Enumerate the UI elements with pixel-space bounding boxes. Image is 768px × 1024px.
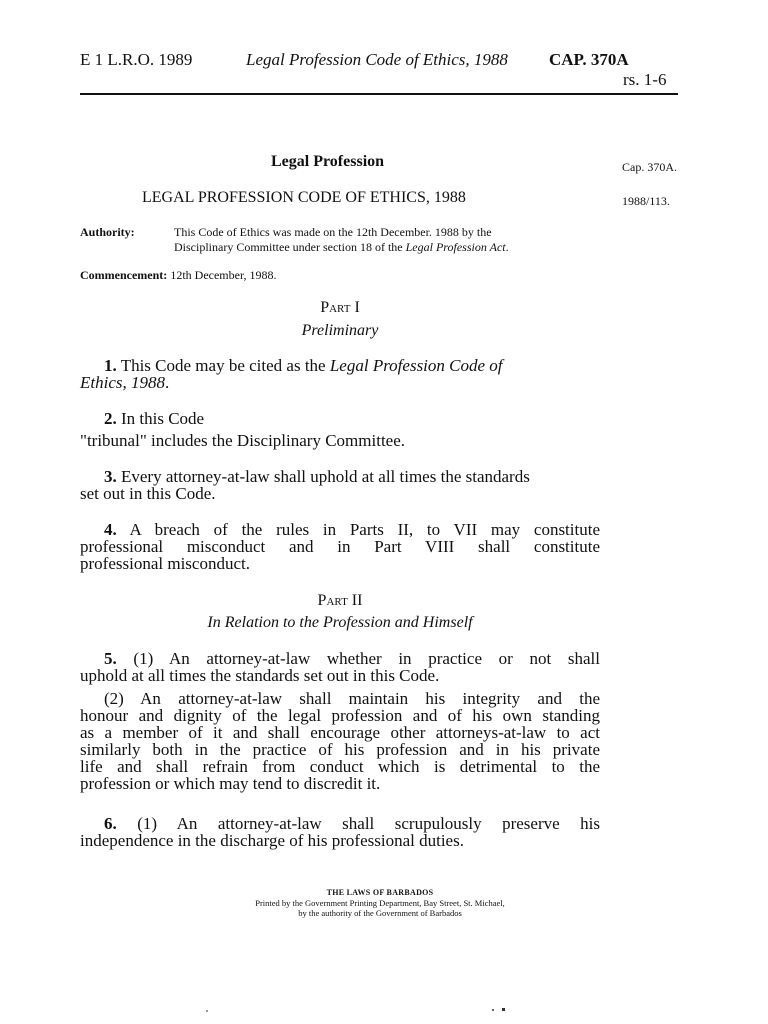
section-1-citation-end: Ethics, 1988 [80,373,165,392]
section-3 [80,468,600,502]
section-5-sub2-line3: as a member of it and shall encourage other attorneys-at-law to act [80,723,600,742]
header-code-title: Legal Profession Code of Ethics, 1988 [246,50,508,69]
commencement-label: Commencement: [80,268,168,282]
part-2-label: Part II [317,592,363,609]
header-edition: E 1 L.R.O. 1989 [80,50,193,69]
section-1-num: 1. [104,356,117,375]
section-4-text: A breach of the rules in Parts II, to VII may constitute [116,520,600,539]
section-5-sub1-line2: uphold at all times the standards set out in this Code. [80,666,440,685]
section-1-period: . [165,373,170,392]
section-1-text: This Code may be cited as the [116,356,330,375]
header-cap: CAP. 370A [549,50,629,69]
section-1-line1 [80,357,600,374]
header-rule [80,93,678,95]
section-4-line2: professional misconduct and in Part VIII shall constitute [80,537,600,556]
section-4-line3: professional misconduct. [80,554,250,573]
scan-speck [492,1009,494,1011]
footer-title: THE LAWS OF BARBADOS [326,888,434,897]
section-2-definition: "tribunal" includes the Disciplinary Committee. [80,431,406,450]
section-2-text: In this Code [116,409,205,428]
section-6-text: (1) An attorney-at-law shall scrupulously preserve his [116,814,600,833]
part-1-title: Preliminary [301,322,379,339]
section-1 [80,357,600,391]
section-6 [80,815,600,849]
part-2-title: In Relation to the Profession and Himself [207,614,473,631]
authority-line2-pre: Disciplinary Committee under section 18 of the [174,240,406,254]
section-3-num: 3. [104,467,117,486]
authority-line2 [174,240,509,255]
section-5-sub2-line1: (2) An attorney-at-law shall maintain his integrity and the [104,689,600,708]
authority-line1: This Code of Ethics was made on the 12th December. 1988 by the [174,225,492,239]
section-6-line1 [80,815,600,832]
section-2-line1 [80,410,600,427]
section-5-sub1-text: (1) An attorney-at-law whether in practice or not shall [116,649,600,668]
section-5-sub2-line2: honour and dignity of the legal profession and of his own standing [80,706,600,725]
section-1-line2 [80,374,600,391]
section-5-sub2-line4: similarly both in the practice of his profession and in his private [80,740,600,759]
cap-ref: Cap. 370A. [622,160,677,174]
section-3-text: Every attorney-at-law shall uphold at all times the standards [116,467,530,486]
header-rules: rs. 1-6 [623,70,667,89]
section-4-line1 [80,521,600,538]
section-4 [80,521,600,572]
scan-speck [502,1008,505,1011]
section-1-citation: Legal Profession Code of [329,356,503,375]
section-2 [80,410,600,449]
section-5 [80,650,600,792]
authority-label: Authority: [80,225,135,239]
authority-act-name: Legal Profession Act [405,240,506,254]
act-name: Legal Profession [271,153,385,170]
si-ref: 1988/113. [622,194,670,208]
code-name: LEGAL PROFESSION CODE OF ETHICS, 1988 [142,189,466,206]
authority-line2-post: . [505,240,509,254]
commencement-text: 12th December, 1988. [170,268,277,282]
section-2-num: 2. [104,409,117,428]
section-6-num: 6. [104,814,117,833]
footer [120,888,640,918]
commencement [80,268,276,283]
scan-speck [206,1010,208,1012]
section-5-num: 5. [104,649,117,668]
part-1-label: Part I [320,299,360,316]
section-3-line2: set out in this Code. [80,484,216,503]
footer-authority-line: by the authority of the Government of Barbados [298,908,462,918]
footer-printer-line: Printed by the Government Printing Department, Bay Street, St. Michael, [255,898,505,908]
section-6-line2: independence in the discharge of his professional duties. [80,831,464,850]
section-5-sub2-line5: life and shall refrain from conduct which is detrimental to the [80,757,600,776]
section-3-line1 [80,468,600,485]
section-5-sub1-line1 [80,650,600,667]
section-5-sub2-line6: profession or which may tend to discredit it. [80,774,381,793]
section-4-num: 4. [104,520,117,539]
